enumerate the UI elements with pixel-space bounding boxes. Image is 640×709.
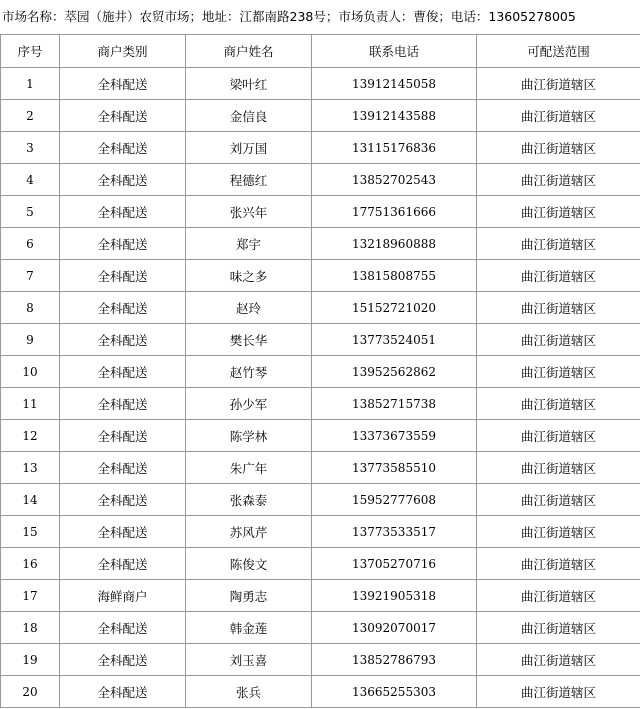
table-row <box>1 356 640 388</box>
cell-index: 7 <box>1 260 60 292</box>
cell-merchant-name: 刘玉喜 <box>186 644 312 676</box>
market-info-header: 市场名称：萃园（施井）农贸市场；地址：江都南路238号；市场负责人：曹俊；电话：13605278005 <box>2 9 576 24</box>
cell-merchant-name: 樊长华 <box>186 324 312 356</box>
cell-index: 4 <box>1 164 60 196</box>
cell-delivery-area: 曲江街道辖区 <box>477 164 640 196</box>
cell-index: 16 <box>1 548 60 580</box>
cell-merchant-name: 赵竹琴 <box>186 356 312 388</box>
cell-category: 全科配送 <box>60 292 186 324</box>
cell-index: 18 <box>1 612 60 644</box>
cell-category: 全科配送 <box>60 644 186 676</box>
cell-merchant-name: 陶勇志 <box>186 580 312 612</box>
cell-index: 11 <box>1 388 60 420</box>
cell-merchant-name: 韩金莲 <box>186 612 312 644</box>
table-row <box>1 196 640 228</box>
column-header-name: 商户姓名 <box>186 35 312 68</box>
column-header-area: 可配送范围 <box>477 35 640 68</box>
cell-category: 全科配送 <box>60 68 186 100</box>
cell-index: 9 <box>1 324 60 356</box>
cell-delivery-area: 曲江街道辖区 <box>477 132 640 164</box>
cell-phone: 13773533517 <box>312 516 477 548</box>
table-row <box>1 548 640 580</box>
cell-phone: 13092070017 <box>312 612 477 644</box>
cell-delivery-area: 曲江街道辖区 <box>477 580 640 612</box>
cell-index: 3 <box>1 132 60 164</box>
table-row <box>1 228 640 260</box>
cell-merchant-name: 朱广年 <box>186 452 312 484</box>
cell-category: 全科配送 <box>60 260 186 292</box>
table-row <box>1 484 640 516</box>
cell-merchant-name: 张兵 <box>186 676 312 708</box>
cell-category: 全科配送 <box>60 612 186 644</box>
cell-index: 8 <box>1 292 60 324</box>
cell-phone: 13921905318 <box>312 580 477 612</box>
cell-category: 全科配送 <box>60 132 186 164</box>
table-row <box>1 388 640 420</box>
table-row <box>1 260 640 292</box>
column-header-phone: 联系电话 <box>312 35 477 68</box>
cell-delivery-area: 曲江街道辖区 <box>477 516 640 548</box>
cell-delivery-area: 曲江街道辖区 <box>477 228 640 260</box>
cell-index: 10 <box>1 356 60 388</box>
cell-phone: 13773585510 <box>312 452 477 484</box>
cell-index: 6 <box>1 228 60 260</box>
cell-index: 19 <box>1 644 60 676</box>
cell-category: 全科配送 <box>60 420 186 452</box>
cell-delivery-area: 曲江街道辖区 <box>477 260 640 292</box>
cell-index: 5 <box>1 196 60 228</box>
cell-delivery-area: 曲江街道辖区 <box>477 676 640 708</box>
cell-phone: 15152721020 <box>312 292 477 324</box>
table-header-row <box>1 35 640 68</box>
table-row <box>1 676 640 708</box>
cell-category: 全科配送 <box>60 484 186 516</box>
cell-category: 全科配送 <box>60 228 186 260</box>
table-row <box>1 420 640 452</box>
cell-delivery-area: 曲江街道辖区 <box>477 356 640 388</box>
cell-index: 17 <box>1 580 60 612</box>
cell-category: 海鲜商户 <box>60 580 186 612</box>
cell-merchant-name: 张森泰 <box>186 484 312 516</box>
cell-delivery-area: 曲江街道辖区 <box>477 484 640 516</box>
table-row <box>1 292 640 324</box>
cell-category: 全科配送 <box>60 164 186 196</box>
cell-merchant-name: 孙少军 <box>186 388 312 420</box>
cell-phone: 13912143588 <box>312 100 477 132</box>
cell-category: 全科配送 <box>60 676 186 708</box>
cell-phone: 13852702543 <box>312 164 477 196</box>
cell-delivery-area: 曲江街道辖区 <box>477 68 640 100</box>
cell-merchant-name: 赵玲 <box>186 292 312 324</box>
cell-merchant-name: 梁叶红 <box>186 68 312 100</box>
cell-phone: 13815808755 <box>312 260 477 292</box>
cell-phone: 13115176836 <box>312 132 477 164</box>
cell-merchant-name: 陈俊文 <box>186 548 312 580</box>
table-row <box>1 324 640 356</box>
cell-category: 全科配送 <box>60 388 186 420</box>
cell-phone: 17751361666 <box>312 196 477 228</box>
cell-delivery-area: 曲江街道辖区 <box>477 196 640 228</box>
cell-category: 全科配送 <box>60 356 186 388</box>
cell-phone: 13912145058 <box>312 68 477 100</box>
table-row <box>1 644 640 676</box>
cell-phone: 13218960888 <box>312 228 477 260</box>
cell-delivery-area: 曲江街道辖区 <box>477 100 640 132</box>
cell-delivery-area: 曲江街道辖区 <box>477 548 640 580</box>
cell-delivery-area: 曲江街道辖区 <box>477 644 640 676</box>
cell-index: 20 <box>1 676 60 708</box>
cell-category: 全科配送 <box>60 548 186 580</box>
cell-delivery-area: 曲江街道辖区 <box>477 324 640 356</box>
cell-category: 全科配送 <box>60 196 186 228</box>
cell-delivery-area: 曲江街道辖区 <box>477 420 640 452</box>
cell-index: 12 <box>1 420 60 452</box>
cell-phone: 13373673559 <box>312 420 477 452</box>
table-row <box>1 100 640 132</box>
table-row <box>1 612 640 644</box>
table-row <box>1 164 640 196</box>
table-row <box>1 452 640 484</box>
cell-merchant-name: 苏风芹 <box>186 516 312 548</box>
cell-delivery-area: 曲江街道辖区 <box>477 292 640 324</box>
cell-phone: 13852786793 <box>312 644 477 676</box>
cell-category: 全科配送 <box>60 452 186 484</box>
cell-merchant-name: 刘万国 <box>186 132 312 164</box>
cell-category: 全科配送 <box>60 100 186 132</box>
table-row <box>1 68 640 100</box>
cell-category: 全科配送 <box>60 324 186 356</box>
table-row <box>1 132 640 164</box>
cell-phone: 13773524051 <box>312 324 477 356</box>
cell-index: 13 <box>1 452 60 484</box>
merchant-table <box>0 34 640 708</box>
cell-merchant-name: 郑宇 <box>186 228 312 260</box>
cell-index: 15 <box>1 516 60 548</box>
cell-delivery-area: 曲江街道辖区 <box>477 388 640 420</box>
cell-delivery-area: 曲江街道辖区 <box>477 452 640 484</box>
column-header-index: 序号 <box>1 35 60 68</box>
cell-index: 1 <box>1 68 60 100</box>
cell-phone: 13705270716 <box>312 548 477 580</box>
cell-index: 14 <box>1 484 60 516</box>
table-row <box>1 580 640 612</box>
cell-phone: 15952777608 <box>312 484 477 516</box>
cell-category: 全科配送 <box>60 516 186 548</box>
cell-index: 2 <box>1 100 60 132</box>
cell-phone: 13665255303 <box>312 676 477 708</box>
column-header-category: 商户类别 <box>60 35 186 68</box>
cell-merchant-name: 程德红 <box>186 164 312 196</box>
cell-merchant-name: 金信良 <box>186 100 312 132</box>
cell-phone: 13952562862 <box>312 356 477 388</box>
cell-phone: 13852715738 <box>312 388 477 420</box>
cell-merchant-name: 陈学林 <box>186 420 312 452</box>
table-row <box>1 516 640 548</box>
cell-merchant-name: 张兴年 <box>186 196 312 228</box>
cell-delivery-area: 曲江街道辖区 <box>477 612 640 644</box>
cell-merchant-name: 味之多 <box>186 260 312 292</box>
